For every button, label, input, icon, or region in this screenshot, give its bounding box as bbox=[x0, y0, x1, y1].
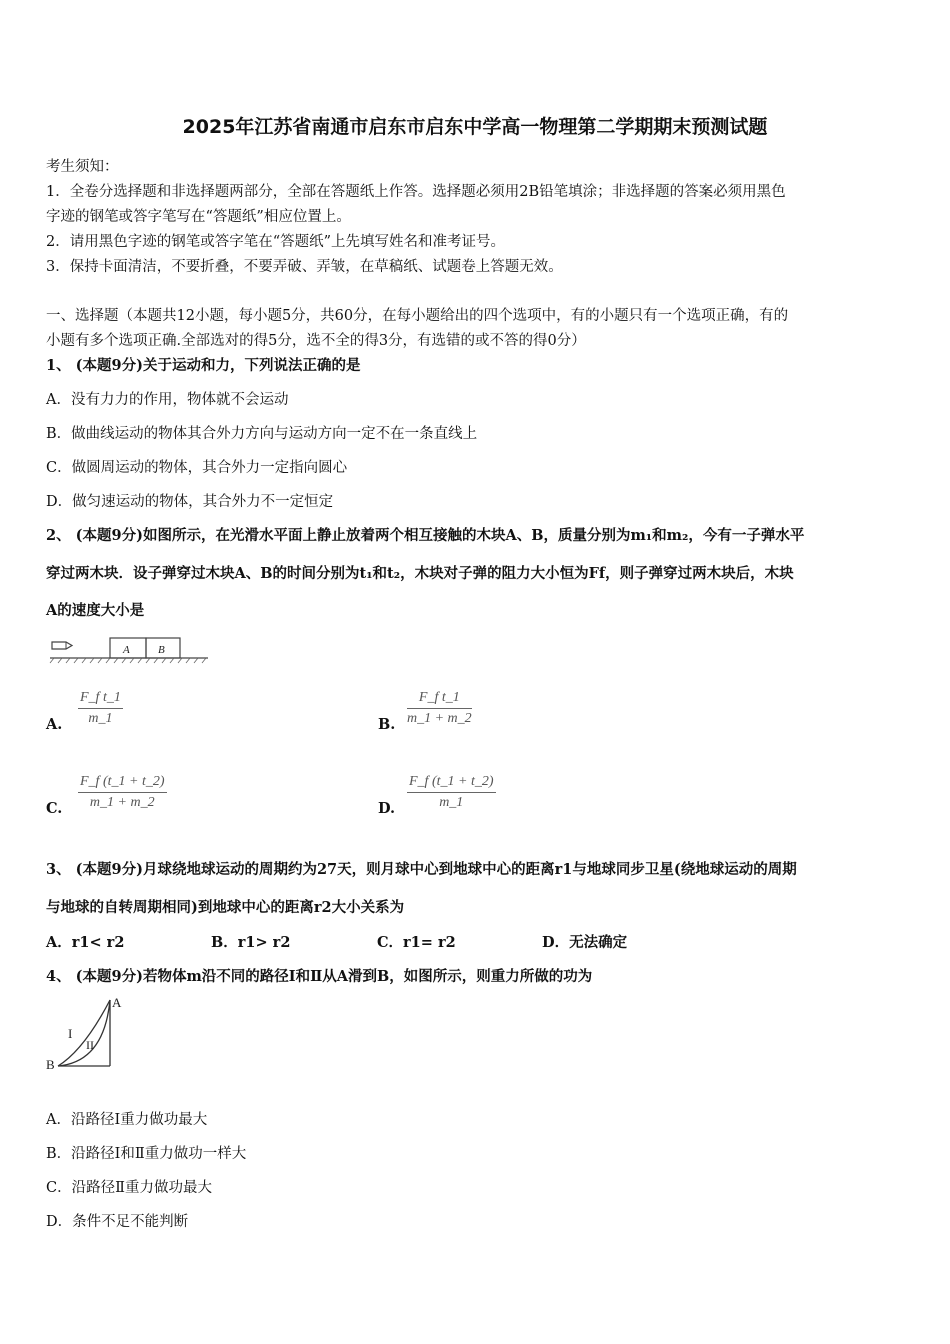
notice-item: 1．全卷分选择题和非选择题两部分，全部在答题纸上作答。选择题必须用2B铅笔填涂；非选择题的答案必须用黑色 bbox=[46, 184, 786, 200]
point-b-label: B bbox=[46, 1057, 55, 1072]
path-i-label: I bbox=[68, 1026, 73, 1041]
q2-option-c-formula bbox=[78, 774, 167, 811]
fraction-numerator: F_f (t_1 + t_2) bbox=[407, 774, 496, 793]
fraction-denominator: m_1 bbox=[88, 711, 113, 726]
section-heading: 小题有多个选项正确.全部选对的得5分，选不全的得3分，有选错的或不答的得0分） bbox=[46, 333, 586, 349]
question-2-line: A的速度大小是 bbox=[46, 602, 145, 619]
q3-option-a: A．r1< r2 bbox=[46, 934, 125, 951]
q2-option-b-formula bbox=[407, 690, 472, 727]
bullet-blocks-figure bbox=[48, 632, 213, 664]
q4-option-a: A．沿路径Ⅰ重力做功最大 bbox=[46, 1112, 208, 1128]
q3-option-c: C．r1= r2 bbox=[377, 934, 456, 951]
question-4-stem: 4、 (本题9分)若物体m沿不同的路径Ⅰ和Ⅱ从A滑到B，如图所示，则重力所做的功为 bbox=[46, 968, 593, 985]
q4-option-b: B．沿路径Ⅰ和Ⅱ重力做功一样大 bbox=[46, 1146, 247, 1162]
point-a-label: A bbox=[112, 995, 122, 1010]
q2-option-c-label: C. bbox=[46, 800, 63, 817]
path-ii bbox=[58, 1000, 110, 1066]
fraction-denominator: m_1 + m_2 bbox=[407, 711, 472, 726]
path-ii-label: II bbox=[86, 1038, 94, 1052]
notice-item: 字迹的钢笔或答字笔写在“答题纸”相应位置上。 bbox=[46, 209, 351, 225]
question-3-line: 与地球的自转周期相同)到地球中心的距离r2大小关系为 bbox=[46, 899, 405, 916]
q1-option-d: D．做匀速运动的物体，其合外力不一定恒定 bbox=[46, 494, 334, 510]
q3-option-b: B．r1> r2 bbox=[211, 934, 291, 951]
question-1-stem: 1、 (本题9分)关于运动和力，下列说法正确的是 bbox=[46, 357, 361, 374]
q3-option-d: D．无法确定 bbox=[542, 934, 628, 951]
question-2-line: 穿过两木块．设子弹穿过木块A、B的时间分别为t₁和t₂，木块对子弹的阻力大小恒为Ff，则子弹穿过两木块后，木块 bbox=[46, 565, 794, 582]
q1-option-a: A．没有力力的作用，物体就不会运动 bbox=[46, 392, 289, 408]
notice-item: 2．请用黑色字迹的钢笔或答字笔在“答题纸”上先填写姓名和准考证号。 bbox=[46, 234, 506, 250]
fraction-numerator: F_f t_1 bbox=[78, 690, 123, 709]
q2-option-b-label: B. bbox=[378, 716, 396, 733]
q2-option-d-label: D. bbox=[378, 800, 396, 817]
question-3-line: 3、 (本题9分)月球绕地球运动的周期约为27天，则月球中心到地球中心的距离r1与地球同步卫星(绕地球运动的周期 bbox=[46, 861, 797, 878]
section-heading: 一、选择题（本题共12小题，每小题5分，共60分，在每小题给出的四个选项中，有的小题只有一个选项正确，有的 bbox=[46, 308, 789, 324]
block-b-label: B bbox=[158, 644, 165, 656]
page-title: 2025年江苏省南通市启东市启东中学高一物理第二学期期末预测试题 bbox=[182, 116, 768, 138]
q4-option-d: D．条件不足不能判断 bbox=[46, 1214, 189, 1230]
fraction-numerator: F_f t_1 bbox=[407, 690, 472, 709]
q2-option-a-formula bbox=[78, 690, 123, 727]
fraction-numerator: F_f (t_1 + t_2) bbox=[78, 774, 167, 793]
path-a-to-b-figure bbox=[44, 992, 134, 1074]
q1-option-c: C．做圆周运动的物体，其合外力一定指向圆心 bbox=[46, 460, 348, 476]
question-2-line: 2、 (本题9分)如图所示，在光滑水平面上静止放着两个相互接触的木块A、B，质量分别为m₁和m₂，今有一子弹水平 bbox=[46, 527, 805, 544]
q1-option-b: B．做曲线运动的物体其合外力方向与运动方向一定不在一条直线上 bbox=[46, 426, 478, 442]
fraction-denominator: m_1 bbox=[439, 795, 464, 810]
q4-option-c: C．沿路径Ⅱ重力做功最大 bbox=[46, 1180, 212, 1196]
q2-option-d-formula bbox=[407, 774, 496, 811]
notice-heading: 考生须知： bbox=[46, 159, 119, 175]
q2-option-a-label: A. bbox=[46, 716, 63, 733]
notice-item: 3．保持卡面清洁，不要折叠，不要弄破、弄皱，在草稿纸、试题卷上答题无效。 bbox=[46, 259, 563, 275]
fraction-denominator: m_1 + m_2 bbox=[89, 795, 155, 810]
block-a-label: A bbox=[123, 644, 130, 656]
